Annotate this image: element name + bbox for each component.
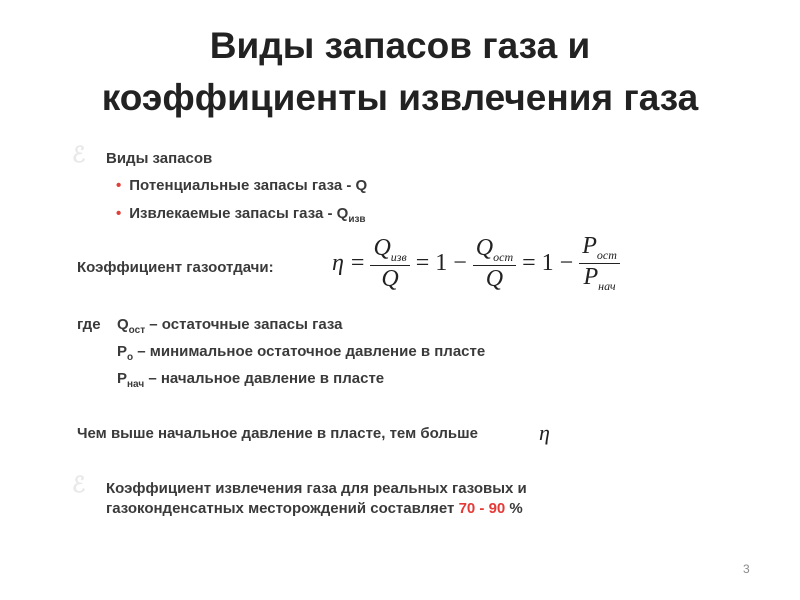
where-label: где xyxy=(77,316,101,333)
title-line-1: Виды запасов газа и xyxy=(209,25,591,66)
pressure-note: Чем выше начальное давление в пласте, тем больше xyxy=(77,425,478,442)
eta-symbol-note: η xyxy=(539,420,550,445)
decorative-mark: ℰ xyxy=(72,142,86,167)
conclusion-line-2: газоконденсатных месторождений составляет 70 - 90 % xyxy=(106,500,523,517)
recovery-formula: η = $\frac{Q_{изв}}{Q}$ = 1 − $\frac{Q_{ост}}{Q}$ = 1 − $\frac{P_{ост}}{P_{нач}}$ xyxy=(332,233,623,294)
bullet-dot: • xyxy=(116,205,122,222)
fraction-qizv-q: $\frac{Q_{изв}}{Q}$ xyxy=(370,235,409,293)
fraction-qost-q: $\frac{Q_{ост}}{Q}$ xyxy=(473,235,516,293)
bullet-dot: • xyxy=(116,177,122,194)
reserves-heading: Виды запасов xyxy=(106,150,213,167)
gas-recovery-label: Коэффициент газоотдачи: xyxy=(77,259,274,276)
page-number: 3 xyxy=(743,562,750,576)
bullet-potential-reserves: • Потенциальные запасы газа - Q xyxy=(116,177,368,194)
definition-p-nach: $P_{нач}$ – начальное давление в пласте xyxy=(117,370,385,390)
bullet-recoverable-reserves: • Извлекаемые запасы газа - $Q_{изв}$ xyxy=(116,205,366,225)
title-line-2: коэффициенты извлечения газа xyxy=(101,77,699,118)
eta-symbol: η xyxy=(332,250,344,276)
fraction-post-pnach: $\frac{P_{ост}}{P_{нач}}$ xyxy=(579,233,620,294)
decorative-mark: ℰ xyxy=(72,472,86,497)
definition-p-o: $P_о$ – минимальное остаточное давление в пласте xyxy=(117,343,486,363)
conclusion-line-1: Коэффициент извлечения газа для реальных газовых и xyxy=(106,480,527,497)
recovery-range: 70 - 90 xyxy=(458,500,506,517)
definition-q-ost: $Q_{ост}$ – остаточные запасы газа xyxy=(117,316,343,336)
